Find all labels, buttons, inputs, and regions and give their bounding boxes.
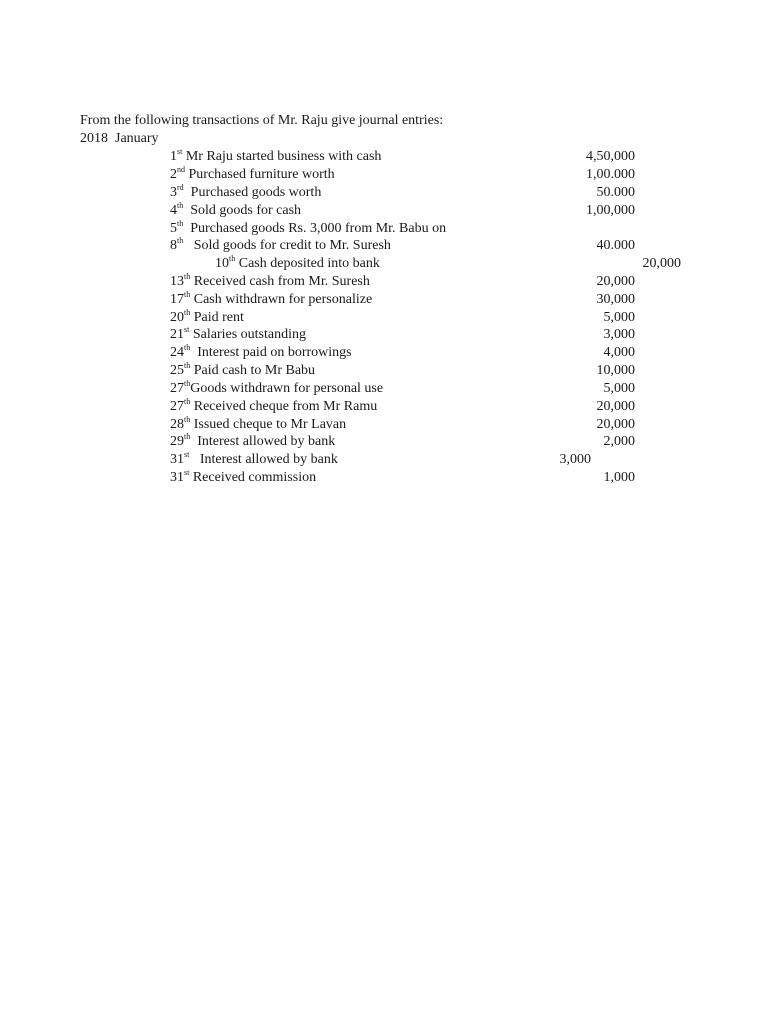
day-suffix: th — [184, 308, 191, 317]
transaction-amount: 20,000 — [596, 274, 635, 289]
transaction-amount: 40.000 — [596, 238, 635, 253]
transaction-row — [0, 148, 768, 166]
transaction-description: Purchased goods worth — [183, 185, 322, 200]
transaction-entry — [170, 362, 315, 379]
day-suffix: st — [184, 325, 190, 334]
transaction-description: Received cash from Mr. Suresh — [190, 274, 370, 289]
transaction-amount: 1,000 — [603, 470, 635, 485]
transaction-day: 5 — [170, 221, 177, 236]
transaction-day: 8 — [170, 238, 177, 253]
transaction-day: 17 — [170, 292, 184, 307]
transaction-row — [0, 469, 768, 487]
transaction-day: 10 — [215, 256, 229, 271]
transaction-description: Purchased furniture worth — [185, 167, 335, 182]
transaction-row — [0, 451, 768, 469]
transaction-description: Goods withdrawn for personal use — [190, 381, 384, 396]
transaction-day: 27 — [170, 381, 184, 396]
transaction-entry — [170, 326, 306, 343]
transaction-description: Salaries outstanding — [189, 327, 306, 342]
transaction-amount: 4,000 — [603, 345, 635, 360]
day-suffix: st — [184, 468, 190, 477]
transaction-amount: 20,000 — [642, 256, 681, 271]
transaction-day: 29 — [170, 434, 184, 449]
transaction-row — [0, 326, 768, 344]
transaction-description: Issued cheque to Mr Lavan — [190, 417, 347, 432]
transaction-description: Received cheque from Mr Ramu — [190, 399, 378, 414]
day-suffix: st — [184, 450, 190, 459]
transaction-entry — [170, 202, 301, 219]
day-suffix: th — [184, 379, 191, 388]
transaction-row — [0, 416, 768, 434]
transaction-amount: 5,000 — [603, 381, 635, 396]
transaction-row — [0, 255, 768, 273]
transaction-description: Interest allowed by bank — [189, 452, 338, 467]
transaction-entry — [170, 398, 377, 415]
transaction-day: 27 — [170, 399, 184, 414]
year-month-label: 2018 January — [80, 131, 159, 146]
transaction-day: 13 — [170, 274, 184, 289]
transaction-description: Paid cash to Mr Babu — [190, 363, 316, 378]
transaction-day: 31 — [170, 452, 184, 467]
transaction-row — [0, 433, 768, 451]
day-suffix: th — [184, 415, 191, 424]
transaction-entry — [170, 309, 244, 326]
transaction-description: Sold goods for credit to Mr. Suresh — [183, 238, 391, 253]
transaction-amount: 3,000 — [559, 452, 591, 467]
transaction-day: 20 — [170, 310, 184, 325]
transaction-description: Cash withdrawn for personalize — [190, 292, 373, 307]
transaction-entry — [215, 255, 380, 272]
transaction-amount: 3,000 — [603, 327, 635, 342]
transaction-description: Sold goods for cash — [183, 203, 302, 218]
transaction-description: Purchased goods Rs. 3,000 from Mr. Babu on — [183, 221, 447, 236]
transaction-row — [0, 398, 768, 416]
transaction-row — [0, 309, 768, 327]
transaction-description: Received commission — [189, 470, 317, 485]
day-suffix: th — [229, 254, 236, 263]
transaction-day: 1 — [170, 149, 177, 164]
day-suffix: nd — [177, 165, 185, 174]
transaction-amount: 1,00.000 — [586, 167, 635, 182]
transaction-description: Interest allowed by bank — [190, 434, 336, 449]
day-suffix: th — [184, 272, 191, 281]
transaction-row — [0, 184, 768, 202]
transaction-entry — [170, 451, 338, 468]
day-suffix: th — [177, 201, 184, 210]
transaction-amount: 20,000 — [596, 399, 635, 414]
transaction-row — [0, 273, 768, 291]
transaction-amount: 10,000 — [596, 363, 635, 378]
transaction-entry — [170, 273, 370, 290]
transaction-entry — [170, 148, 381, 165]
transaction-row — [0, 237, 768, 255]
day-suffix: th — [184, 290, 191, 299]
transaction-amount: 5,000 — [603, 310, 635, 325]
transaction-entry — [170, 380, 383, 397]
day-suffix: th — [184, 361, 191, 370]
day-suffix: rd — [177, 183, 184, 192]
transaction-row — [0, 166, 768, 184]
transaction-row — [0, 291, 768, 309]
transaction-entry — [170, 184, 321, 201]
transaction-day: 3 — [170, 185, 177, 200]
transaction-amount: 20,000 — [596, 417, 635, 432]
transaction-description: Cash deposited into bank — [235, 256, 380, 271]
transaction-day: 2 — [170, 167, 177, 182]
problem-statement: From the following transactions of Mr. Raju give journal entries: — [80, 113, 444, 128]
transaction-row — [0, 362, 768, 380]
transaction-amount: 30,000 — [596, 292, 635, 307]
transaction-day: 21 — [170, 327, 184, 342]
transaction-amount: 50.000 — [596, 185, 635, 200]
transaction-amount: 4,50,000 — [586, 149, 635, 164]
transaction-entry — [170, 469, 316, 486]
transaction-day: 25 — [170, 363, 184, 378]
transaction-entry — [170, 416, 346, 433]
transaction-day: 28 — [170, 417, 184, 432]
day-suffix: th — [184, 432, 191, 441]
transaction-day: 24 — [170, 345, 184, 360]
transaction-row — [0, 202, 768, 220]
day-suffix: th — [177, 236, 184, 245]
transaction-amount: 2,000 — [603, 434, 635, 449]
transaction-entry — [170, 291, 372, 308]
day-suffix: th — [184, 343, 191, 352]
day-suffix: th — [184, 397, 191, 406]
day-suffix: th — [177, 219, 184, 228]
transaction-row — [0, 220, 768, 238]
transaction-day: 31 — [170, 470, 184, 485]
transaction-description: Interest paid on borrowings — [190, 345, 352, 360]
transaction-day: 4 — [170, 203, 177, 218]
transaction-entry — [170, 237, 391, 254]
transaction-amount: 1,00,000 — [586, 203, 635, 218]
transaction-row — [0, 344, 768, 362]
transaction-row — [0, 380, 768, 398]
day-suffix: st — [177, 147, 183, 156]
transaction-entry — [170, 220, 446, 237]
transaction-description: Mr Raju started business with cash — [182, 149, 382, 164]
transaction-description: Paid rent — [190, 310, 244, 325]
transaction-entry — [170, 166, 335, 183]
transaction-entry — [170, 433, 335, 450]
transaction-entry — [170, 344, 352, 361]
